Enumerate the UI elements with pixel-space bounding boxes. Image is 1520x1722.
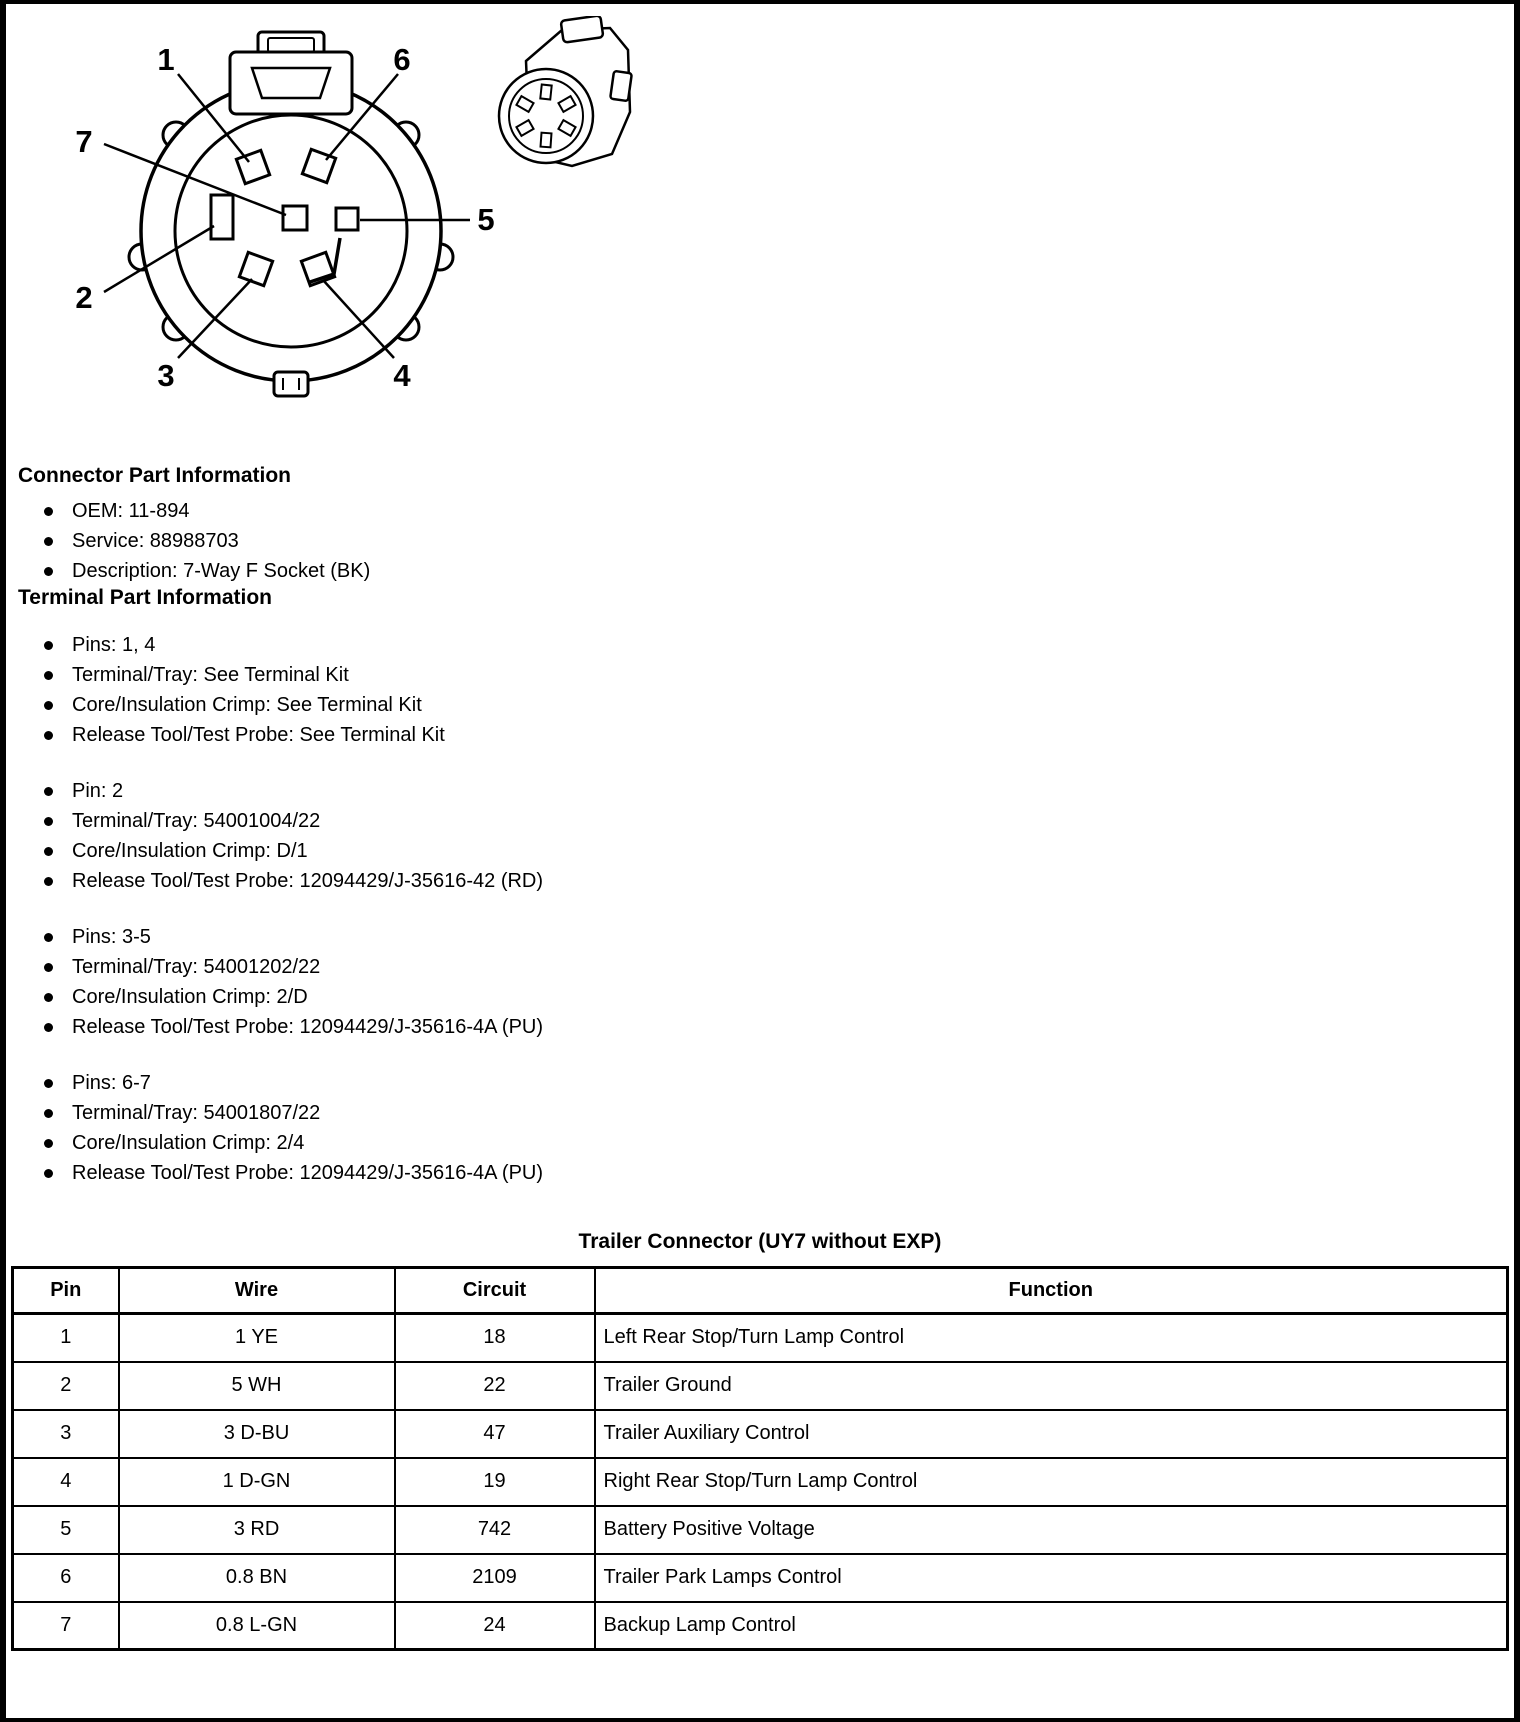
list-item-text: OEM: 11-894 [72,499,190,522]
list-item-text: Description: 7-Way F Socket (BK) [72,559,371,582]
list-item-text: Release Tool/Test Probe: 12094429/J-35616-42 (RD) [72,869,544,892]
pin-cell: 3 [13,1410,119,1458]
list-item-text: Terminal/Tray: 54001807/22 [72,1101,321,1124]
connector-info-list [6,496,1514,586]
pin-cell: 5 [13,1506,119,1554]
wire-cell: 5 WH [119,1362,395,1410]
table-header-row [13,1268,1508,1314]
pin-cell: 1 [13,1314,119,1362]
bullet-icon [44,877,53,886]
list-item-text: Terminal/Tray: 54001004/22 [72,809,321,832]
list-item [6,496,1514,526]
list-item [6,1012,1514,1042]
circuit-cell: 742 [395,1506,595,1554]
terminal-group-pins-6-7 [6,1068,1514,1188]
table-title: Trailer Connector (UY7 without EXP) [578,1230,942,1253]
circuit-cell: 24 [395,1602,595,1650]
wire-cell: 1 YE [119,1314,395,1362]
connector-diagram [6,16,1514,464]
circuit-cell: 19 [395,1458,595,1506]
function-cell: Trailer Auxiliary Control [595,1410,1508,1458]
circuit-cell: 22 [395,1362,595,1410]
list-item-text: Pins: 3-5 [72,925,151,948]
list-item [6,776,1514,806]
pin-label-3: 3 [157,358,175,393]
list-item-text: Release Tool/Test Probe: 12094429/J-35616-4A (PU) [72,1161,544,1184]
wire-cell: 0.8 BN [119,1554,395,1602]
wire-cell: 3 RD [119,1506,395,1554]
pin-label-1: 1 [157,42,175,77]
pin-label-6: 6 [393,42,411,77]
housing-side-tab [610,71,632,101]
col-header-function: Function [595,1268,1508,1314]
list-item-text: Service: 88988703 [72,529,239,552]
list-item [6,806,1514,836]
col-header-circuit: Circuit [395,1268,595,1314]
terminal-group-pins-1-4 [6,630,1514,750]
bullet-icon [44,1139,53,1148]
bullet-icon [44,507,53,516]
list-item-text: Core/Insulation Crimp: 2/4 [72,1131,305,1154]
list-item [6,1158,1514,1188]
function-cell: Trailer Ground [595,1362,1508,1410]
list-item [6,952,1514,982]
pin-cavity-7 [283,206,307,230]
bullet-icon [44,847,53,856]
bullet-icon [44,993,53,1002]
list-item-text: Core/Insulation Crimp: D/1 [72,839,308,862]
table-row [13,1506,1508,1554]
list-item [6,720,1514,750]
function-cell: Right Rear Stop/Turn Lamp Control [595,1458,1508,1506]
function-cell: Trailer Park Lamps Control [595,1554,1508,1602]
bullet-icon [44,671,53,680]
housing-latch [561,16,604,43]
circuit-cell: 2109 [395,1554,595,1602]
list-item [6,556,1514,586]
pin-cavity-2 [211,195,233,239]
bullet-icon [44,731,53,740]
bullet-icon [44,641,53,650]
table-row [13,1362,1508,1410]
list-item [6,690,1514,720]
list-item [6,1098,1514,1128]
list-item-text: Pins: 1, 4 [72,633,156,656]
terminal-group-pins-3-5 [6,922,1514,1042]
circuit-cell: 47 [395,1410,595,1458]
trailer-connector-table [11,1266,1509,1651]
list-item-text: Release Tool/Test Probe: 12094429/J-35616-4A (PU) [72,1015,544,1038]
bullet-icon [44,1109,53,1118]
list-item [6,866,1514,896]
function-cell: Left Rear Stop/Turn Lamp Control [595,1314,1508,1362]
bullet-icon [44,1169,53,1178]
connector-pinout-diagram [6,16,706,464]
bullet-icon [44,537,53,546]
list-item [6,982,1514,1012]
table-row [13,1554,1508,1602]
table-row [13,1314,1508,1362]
wire-cell: 0.8 L-GN [119,1602,395,1650]
function-cell: Battery Positive Voltage [595,1506,1508,1554]
bullet-icon [44,963,53,972]
bullet-icon [44,787,53,796]
bullet-icon [44,933,53,942]
wire-cell: 3 D-BU [119,1410,395,1458]
list-item [6,630,1514,660]
latch-tab [230,32,352,114]
pin-label-2: 2 [75,280,93,315]
list-item-text: Terminal/Tray: 54001202/22 [72,955,321,978]
pin-cell: 7 [13,1602,119,1650]
list-item-text: Pin: 2 [72,779,124,802]
col-header-wire: Wire [119,1268,395,1314]
list-item-text: Core/Insulation Crimp: See Terminal Kit [72,693,422,716]
col-header-pin: Pin [13,1268,119,1314]
wire-cell: 1 D-GN [119,1458,395,1506]
pin-label-5: 5 [477,202,495,237]
pin-cell: 4 [13,1458,119,1506]
function-cell: Backup Lamp Control [595,1602,1508,1650]
list-item [6,1068,1514,1098]
bullet-icon [44,817,53,826]
terminal-info-heading: Terminal Part Information [18,586,272,609]
list-item-text: Pins: 6-7 [72,1071,151,1094]
circuit-cell: 18 [395,1314,595,1362]
pin-cavity-5 [336,208,358,230]
bullet-icon [44,1079,53,1088]
connector-3d-view [499,16,632,166]
list-item [6,526,1514,556]
list-item [6,660,1514,690]
list-item-text: Core/Insulation Crimp: 2/D [72,985,308,1008]
pin-label-7: 7 [75,124,93,159]
list-item [6,922,1514,952]
list-item-text: Terminal/Tray: See Terminal Kit [72,663,349,686]
terminal-group-pin-2 [6,776,1514,896]
table-row [13,1410,1508,1458]
bullet-icon [44,567,53,576]
table-row [13,1458,1508,1506]
connector-info-heading: Connector Part Information [18,464,292,487]
pin-cell: 2 [13,1362,119,1410]
pin-label-4: 4 [393,358,411,393]
table-row [13,1602,1508,1650]
bottom-tab [274,372,308,396]
list-item [6,1128,1514,1158]
list-item [6,836,1514,866]
pin-cell: 6 [13,1554,119,1602]
bullet-icon [44,1023,53,1032]
list-item-text: Release Tool/Test Probe: See Terminal Kit [72,723,445,746]
bullet-icon [44,701,53,710]
